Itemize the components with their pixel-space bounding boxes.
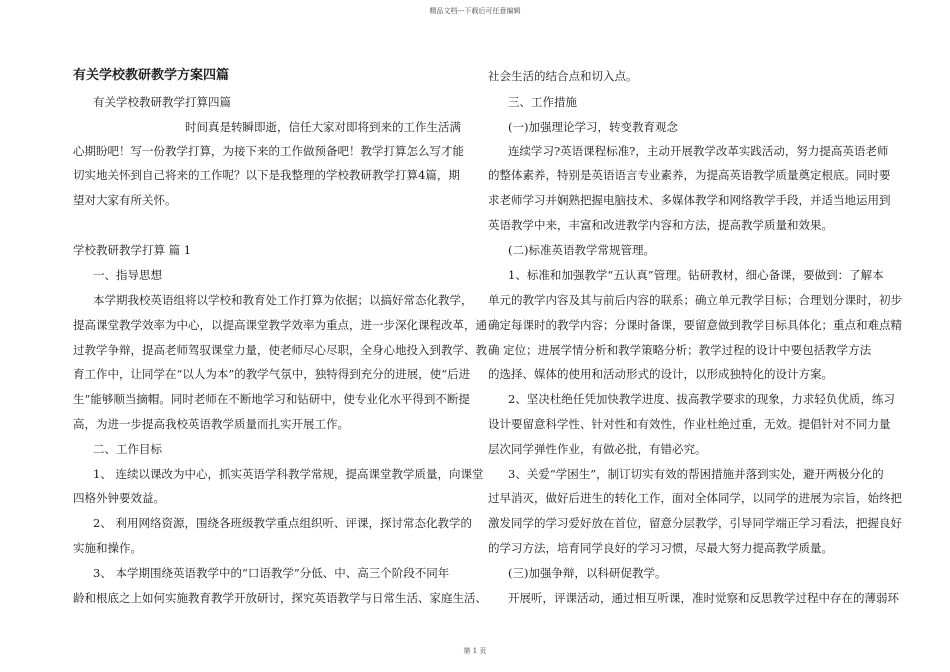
intro-line: 时间真是转瞬即逝，信任大家对即将到来的工作生活满	[185, 120, 461, 134]
paragraph-line: 连续学习?英语课程标准?，主动开展教学改革实践活动，努力提高英语老师	[508, 144, 889, 158]
subheading: (三)加强争辩，以科研促教学。	[508, 566, 667, 580]
paragraph-line: 确 定位；进展学情分析和教学策略分析；教学过程的设计中要包括教学方法	[488, 343, 872, 357]
paragraph-line: 育工作中，让同学在“以人为本”的教学气氛中，独特得到充分的进展，使“后进	[73, 367, 471, 381]
paragraph-line: 确定每课时的教学内容；分课时备课，要留意做到教学目标具体化；重点和难点精	[488, 318, 902, 332]
paragraph-line: 2、坚决杜绝任凭加快教学进度、拔高教学要求的现象，力求轻负优质，练习	[508, 392, 895, 406]
paragraph-line: 提高课堂教学效率为中心，以提高课堂教学效率为重点，进一步深化课程改革，通	[73, 318, 487, 332]
goal-line: 实施和操作。	[73, 541, 142, 555]
paragraph-line: 激发同学的学习爱好放在首位，留意分层教学，引导同学端正学习看法，把握良好	[488, 516, 902, 530]
document-subtitle: 有关学校教研教学打算四篇	[93, 95, 231, 109]
paragraph-line: 单元的教学内容及其与前后内容的联系；确立单元教学目标；合理划分课时，初步	[488, 293, 902, 307]
page-number: 第 1 页	[463, 647, 487, 655]
heading-guiding-thought: 一、指导思想	[93, 268, 162, 282]
intro-line: 望对大家有所关怀。	[73, 193, 177, 207]
subheading: (二)标准英语教学常规管理。	[508, 243, 655, 257]
paragraph-line: 英语教学中来，丰富和改进教学内容和方法，提高教学质量和效果。	[488, 218, 833, 232]
paragraph-line: 3、关爱“学困生”，制订切实有效的帮困措施并落到实处，避开两极分化的	[508, 467, 884, 481]
paragraph-line: 1、标准和加强教学“五认真”管理。钻研教材，细心备课，要做到：了解本	[508, 268, 884, 282]
goal-line: 龄和根底之上如何实施教育教学开放研讨，探究英语教学与日常生活、家庭生活、	[73, 591, 487, 605]
subheading: (一)加强理论学习，转变教育观念	[508, 120, 678, 134]
heading-work-goals: 二、工作目标	[93, 442, 162, 456]
paragraph-line: 过教学争辩，提高老师驾驭课堂力量，使老师尽心尽职，全身心地投入到教学、教	[73, 343, 487, 357]
goal-line: 3、 本学期围绕英语教学中的“口语教学”分低、中、高三个阶段不同年	[93, 566, 450, 580]
heading-work-measures: 三、工作措施	[508, 95, 577, 109]
paragraph-line: 的学习方法，培育同学良好的学习习惯，尽最大努力提高教学质量。	[488, 541, 833, 555]
paragraph-line: 的整体素养，特别是英语语言专业素养，为提高英语教学质量奠定根底。同时要	[488, 168, 891, 182]
page-header: 精品文档---下载后可任意编辑	[429, 7, 521, 15]
paragraph-line: 的选择、媒体的使用和活动形式的设计，以形成独特化的设计方案。	[488, 367, 833, 381]
paragraph-line: 求老师学习并娴熟把握电脑技术、多媒体教学和网络教学手段，并适当地运用到	[488, 193, 891, 207]
document-title: 有关学校教研教学方案四篇	[73, 68, 230, 83]
goal-line: 1、 连续以课改为中心，抓实英语学科教学常规，提高课堂教学质量，向课堂	[93, 467, 484, 481]
paragraph-line: 设计要留意科学性、针对性和有效性，作业杜绝过重，无效。提倡针对不同力量	[488, 417, 891, 431]
goal-line: 2、 利用网络资源，围绕各班级教学重点组织听、评课，探讨常态化教学的	[93, 516, 472, 530]
paragraph-line: 本学期我校英语组将以学校和教育处工作打算为依据；以搞好常态化教学，	[93, 293, 473, 307]
paragraph-line: 高，为进一步提高我校英语教学质量而扎实开展工作。	[73, 417, 349, 431]
paragraph-line: 生”能够顺当摘帽。同时老师在不断地学习和钻研中，使专业化水平得到不断提	[73, 392, 470, 406]
paragraph-line: 过早消灭，做好后进生的转化工作，面对全体同学，以同学的进展为宗旨，始终把	[488, 491, 902, 505]
paragraph-line: 层次同学弹性作业，有做必批，有错必究。	[488, 442, 707, 456]
section-title: 学校教研教学打算 篇 1	[73, 243, 192, 257]
intro-line: 心期盼吧！写一份教学打算，为接下来的工作做预备吧！教学打算怎么写才能	[73, 144, 464, 158]
paragraph-line: 开展听，评课活动，通过相互听课，准时觉察和反思教学过程中存在的薄弱环	[508, 591, 899, 605]
goal-line: 四格外钟要效益。	[73, 491, 165, 505]
intro-line: 切实地关怀到自己将来的工作呢？以下是我整理的学校教研教学打算4篇，期	[73, 168, 460, 182]
paragraph-line: 社会生活的结合点和切入点。	[488, 69, 638, 83]
